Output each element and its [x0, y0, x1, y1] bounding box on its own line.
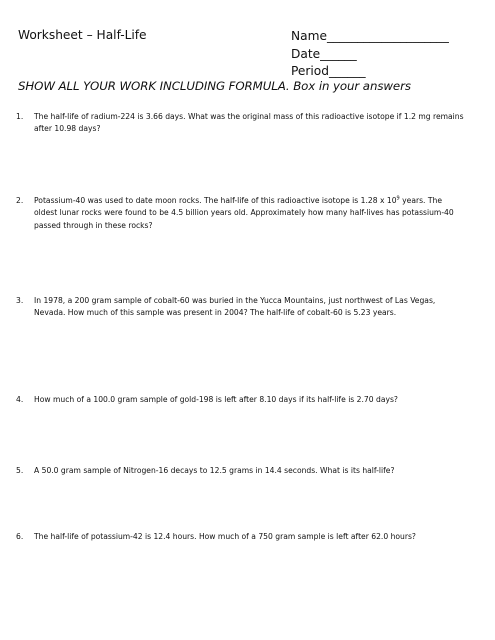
period-field-line: Period______	[291, 64, 366, 78]
question-number: 6.	[16, 532, 24, 541]
question-5	[16, 465, 464, 477]
question-number: 4.	[16, 395, 24, 404]
question-text: The half-life of potassium-42 is 12.4 hours. How much of a 750 gram sample is left after 62.0 hours?	[34, 532, 416, 541]
student-info-fields	[291, 28, 449, 81]
question-text-after-exponent: years. The oldest lunar rocks were found to be 4.5 billion years old. Approximately how many half-lives has potassium-40 passed through in these rocks?	[34, 196, 454, 230]
question-1	[16, 111, 464, 136]
question-number: 1.	[16, 112, 24, 121]
question-text: The half-life of radium-224 is 3.66 days. What was the original mass of this radioactive isotope if 1.2 mg remains after 10.98 days?	[34, 112, 464, 134]
question-exponent: 9	[396, 195, 400, 202]
name-field-line: Name____________________	[291, 29, 449, 43]
worksheet-title: Worksheet – Half-Life	[18, 28, 147, 42]
question-3	[16, 295, 464, 320]
question-text: How much of a 100.0 gram sample of gold-198 is left after 8.10 days if its half-life is 2.70 days?	[34, 395, 398, 404]
question-2	[16, 195, 464, 232]
question-6	[16, 531, 464, 543]
question-number: 2.	[16, 196, 24, 205]
date-field-line: Date______	[291, 46, 357, 61]
worksheet-instructions: SHOW ALL YOUR WORK INCLUDING FORMULA. Box in your answers	[18, 79, 411, 93]
question-number: 3.	[16, 296, 24, 305]
question-text-before-exponent: Potassium-40 was used to date moon rocks. The half-life of this radioactive isotope is 1.28 x 10	[34, 196, 397, 205]
question-number: 5.	[16, 466, 24, 475]
question-text: A 50.0 gram sample of Nitrogen-16 decays to 12.5 grams in 14.4 seconds. What is its half-life?	[34, 466, 395, 475]
question-text: In 1978, a 200 gram sample of cobalt-60 was buried in the Yucca Mountains, just northwest of Las Vegas, Nevada. How much of this sample was present in 2004? The half-life of cobalt-60 is 5.23 years.	[34, 296, 436, 318]
question-4	[16, 394, 464, 406]
